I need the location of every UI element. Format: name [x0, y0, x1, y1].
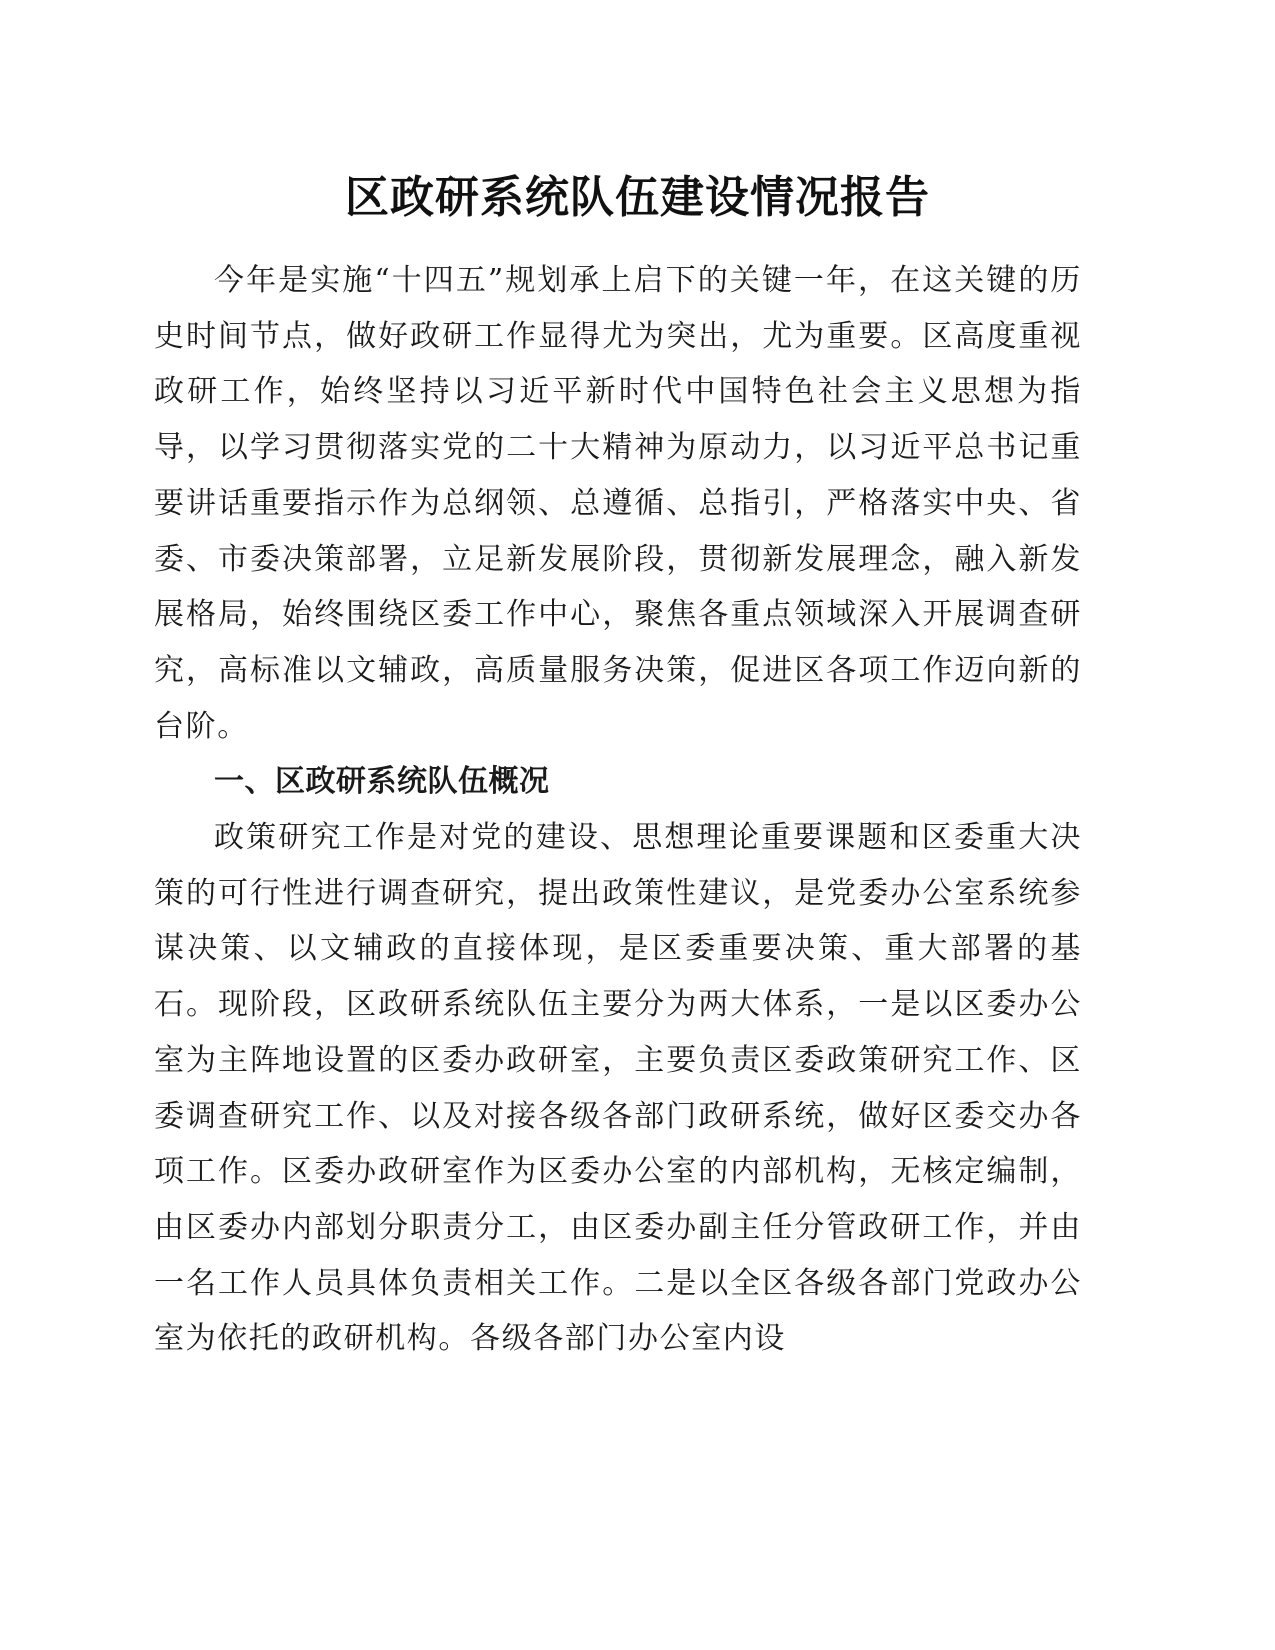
- document-title: 区政研系统队伍建设情况报告: [345, 172, 930, 223]
- section-paragraph: 政策研究工作是对党的建设、思想理论重要课题和区委重大决策的可行性进行调查研究，提出政策性建议，是党委办公室系统参谋决策、以文辅政的直接体现，是区委重要决策、重大部署的基石。现阶段，区政研系统队伍主要分为两大体系，一是以区委办公室为主阵地设置的区委办政研室，主要负责区委政策研究工作、区委调查研究工作、以及对接各级各部门政研系统，做好区委交办各项工作。区委办政研室作为区委办公室的内部机构，无核定编制，由区委办内部划分职责分工，由区委办副主任分管政研工作，并由一名工作人员具体负责相关工作。二是以全区各级各部门党政办公室为依托的政研机构。各级各部门办公室内设: [154, 820, 1082, 1357]
- document-body: [154, 253, 1082, 1367]
- section-heading: 一、区政研系统队伍概况: [214, 764, 550, 800]
- intro-paragraph: 今年是实施“十四五”规划承上启下的关键一年，在这关键的历史时间节点，做好政研工作显得尤为突出，尤为重要。区高度重视政研工作，始终坚持以习近平新时代中国特色社会主义思想为指导，以学习贯彻落实党的二十大精神为原动力，以习近平总书记重要讲话重要指示作为总纲领、总遵循、总指引，严格落实中央、省委、市委决策部署，立足新发展阶段，贯彻新发展理念，融入新发展格局，始终围绕区委工作中心，聚焦各重点领域深入开展调查研究，高标准以文辅政，高质量服务决策，促进区各项工作迈向新的台阶。: [154, 263, 1082, 744]
